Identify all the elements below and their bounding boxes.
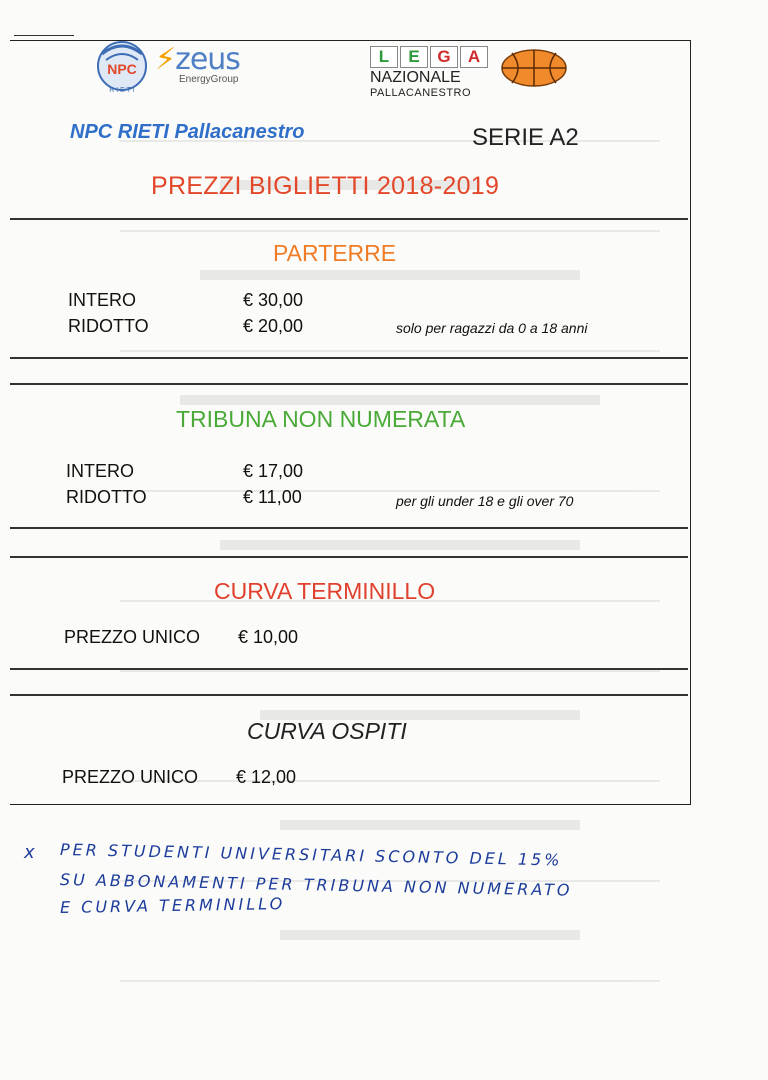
single-price: € 10,00 [238, 627, 299, 647]
single-price: € 12,00 [236, 767, 297, 787]
section-divider [10, 694, 688, 696]
lega-letter: L [370, 46, 398, 68]
ridotto-price: € 20,00 [243, 316, 304, 336]
section-divider [10, 527, 688, 529]
svg-text:R I E T I: R I E T I [109, 87, 135, 94]
zeus-logo-word: zeus [175, 42, 240, 77]
ridotto-note: per gli under 18 e gli over 70 [396, 493, 574, 509]
intero-price: € 17,00 [243, 461, 304, 481]
handwritten-note-line2: SU ABBONAMENTI PER TRIBUNA NON NUMERATO [59, 870, 573, 900]
npc-rieti-logo [92, 36, 152, 96]
svg-text:NPC: NPC [107, 61, 137, 77]
lega-letter: E [400, 46, 428, 68]
handwritten-note-line3: E CURVA TERMINILLO [59, 894, 286, 917]
section-divider [10, 357, 688, 359]
lega-logo [370, 46, 488, 99]
section-divider [10, 668, 688, 670]
bolt-icon: ⚡ [155, 42, 176, 77]
lega-letter: A [460, 46, 488, 68]
section-divider [10, 218, 688, 220]
intero-label: INTERO [68, 290, 137, 310]
ridotto-price: € 11,00 [243, 487, 302, 507]
section-divider [10, 556, 688, 558]
single-price-label: PREZZO UNICO [64, 627, 201, 647]
basketball-icon [500, 48, 568, 88]
section-divider [10, 383, 688, 385]
ridotto-note: solo per ragazzi da 0 a 18 anni [396, 320, 588, 336]
ridotto-label: RIDOTTO [66, 487, 147, 507]
intero-price: € 30,00 [243, 290, 304, 310]
league-series: SERIE A2 [472, 124, 579, 151]
top-left-rule [14, 35, 74, 36]
club-name: NPC RIETI Pallacanestro [70, 121, 305, 143]
section-title-ospiti: CURVA OSPITI [247, 718, 407, 744]
single-price-label: PREZZO UNICO [62, 767, 199, 787]
zeus-logo-sub: EnergyGroup [179, 74, 239, 85]
handwritten-note-line1: PER STUDENTI UNIVERSITARI SCONTO DEL 15% [59, 840, 563, 870]
zeus-logo [155, 42, 240, 85]
page-title: PREZZI BIGLIETTI 2018-2019 [151, 172, 500, 200]
lega-sub2: PALLACANESTRO [370, 87, 472, 99]
section-title-terminillo: CURVA TERMINILLO [214, 578, 436, 604]
ridotto-label: RIDOTTO [68, 316, 149, 336]
section-title-tribuna: TRIBUNA NON NUMERATA [176, 406, 466, 432]
lega-sub1: NAZIONALE [370, 69, 461, 86]
intero-label: INTERO [66, 461, 135, 481]
lega-letter: G [430, 46, 458, 68]
section-title-parterre: PARTERRE [273, 240, 397, 266]
handwritten-mark: x [24, 842, 35, 863]
